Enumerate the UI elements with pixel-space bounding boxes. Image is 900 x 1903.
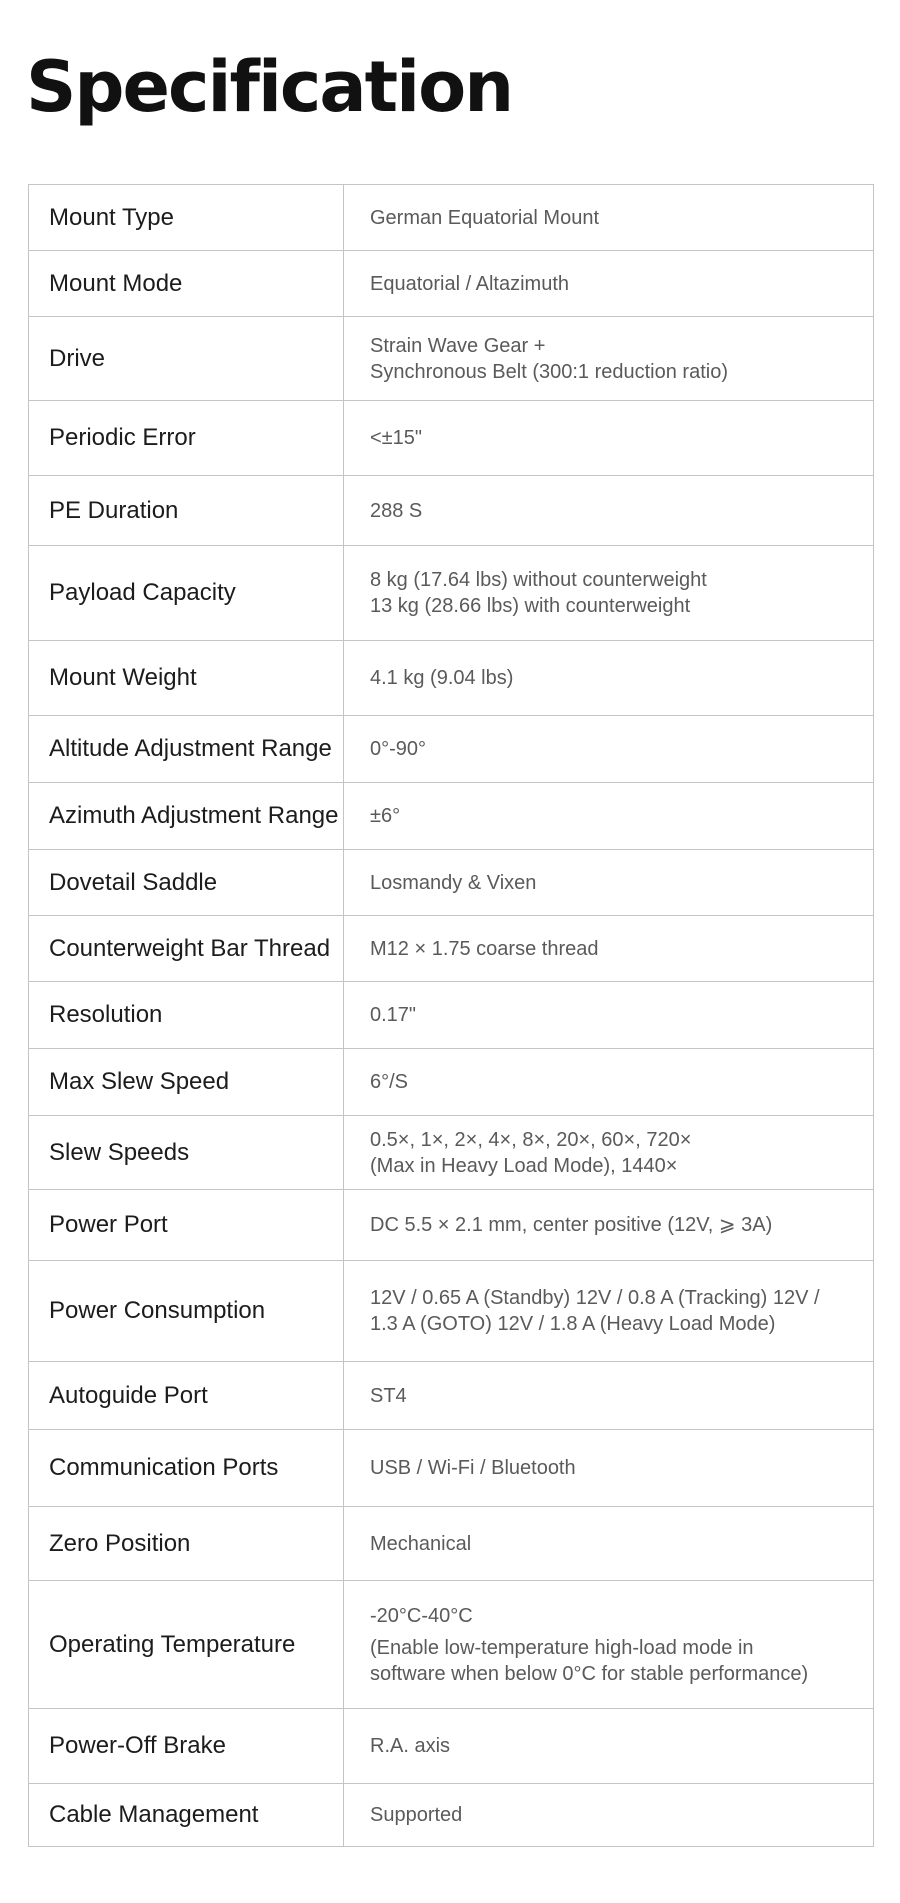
- spec-row: [29, 641, 873, 716]
- spec-value-line: ST4: [370, 1384, 407, 1407]
- spec-note-line: (Enable low-temperature high-load mode in: [370, 1636, 754, 1659]
- spec-value: [344, 916, 873, 981]
- spec-value-line: 0.17": [370, 1004, 417, 1026]
- spec-label: Power-Off Brake: [29, 1709, 344, 1783]
- spec-value-line: Strain Wave Gear +: [370, 334, 546, 357]
- spec-label: Slew Speeds: [29, 1116, 344, 1189]
- spec-label: Autoguide Port: [29, 1362, 344, 1429]
- spec-row: [29, 317, 873, 401]
- spec-value: [344, 1507, 873, 1580]
- spec-row: [29, 251, 873, 317]
- spec-row: [29, 1116, 873, 1190]
- spec-row: [29, 850, 873, 916]
- spec-row: [29, 1784, 873, 1847]
- spec-value: [344, 641, 873, 715]
- spec-value: [344, 476, 873, 545]
- spec-value-line: (Max in Heavy Load Mode), 1440×: [370, 1154, 678, 1177]
- spec-row: [29, 783, 873, 850]
- spec-label: Periodic Error: [29, 401, 344, 475]
- spec-row: [29, 1190, 873, 1261]
- spec-value: [344, 783, 873, 849]
- spec-value: [344, 1116, 873, 1189]
- spec-label: Operating Temperature: [29, 1581, 344, 1708]
- spec-value-line: R.A. axis: [370, 1735, 451, 1757]
- spec-value-line: 288 S: [370, 499, 423, 522]
- spec-row: [29, 1507, 873, 1581]
- spec-value-line: Equatorial / Altazimuth: [370, 272, 569, 295]
- spec-value-line: Supported: [370, 1804, 463, 1826]
- spec-value-line: Losmandy & Vixen: [370, 871, 537, 894]
- spec-note: [370, 1635, 861, 1687]
- spec-row: [29, 546, 873, 641]
- spec-value: [344, 850, 873, 915]
- spec-value-line: USB / Wi-Fi / Bluetooth: [370, 1457, 576, 1479]
- spec-label: Cable Management: [29, 1784, 344, 1846]
- spec-value: [344, 251, 873, 316]
- spec-row: [29, 1362, 873, 1430]
- spec-label: Dovetail Saddle: [29, 850, 344, 915]
- spec-label: Power Port: [29, 1190, 344, 1260]
- spec-value-line: ±6°: [370, 805, 401, 827]
- spec-label: Payload Capacity: [29, 546, 344, 640]
- spec-value-line: DC 5.5 × 2.1 mm, center positive (12V, ⩾ 3A): [370, 1214, 773, 1236]
- spec-value-line: M12 × 1.75 coarse thread: [370, 937, 599, 960]
- spec-value-line: 0.5×, 1×, 2×, 4×, 8×, 20×, 60×, 720×: [370, 1128, 692, 1151]
- spec-row: [29, 716, 873, 783]
- spec-value: [344, 1049, 873, 1115]
- spec-value: [344, 401, 873, 475]
- spec-value: [344, 1581, 873, 1708]
- spec-row: [29, 1581, 873, 1709]
- spec-value-line: 4.1 kg (9.04 lbs): [370, 667, 514, 689]
- spec-label: Azimuth Adjustment Range: [29, 783, 344, 849]
- spec-table: [28, 184, 874, 1847]
- spec-value: [344, 1261, 873, 1361]
- spec-row: [29, 982, 873, 1049]
- spec-value-line: German Equatorial Mount: [370, 206, 600, 229]
- spec-value-line: 0°-90°: [370, 738, 427, 760]
- spec-label: Mount Type: [29, 185, 344, 250]
- page-title: Specification: [26, 46, 513, 128]
- spec-value-line: 8 kg (17.64 lbs) without counterweight: [370, 569, 707, 591]
- spec-label: Mount Weight: [29, 641, 344, 715]
- spec-value: [344, 1784, 873, 1846]
- spec-value: [344, 1430, 873, 1506]
- spec-value-line: 13 kg (28.66 lbs) with counterweight: [370, 595, 691, 617]
- spec-row: [29, 401, 873, 476]
- spec-value-line: Synchronous Belt (300:1 reduction ratio): [370, 360, 728, 383]
- spec-label: Communication Ports: [29, 1430, 344, 1506]
- spec-value: [344, 716, 873, 782]
- spec-label: Power Consumption: [29, 1261, 344, 1361]
- spec-value-line: 6°/S: [370, 1071, 409, 1093]
- spec-label: Altitude Adjustment Range: [29, 716, 344, 782]
- spec-label: Max Slew Speed: [29, 1049, 344, 1115]
- spec-value-line: -20°C-40°C: [370, 1604, 473, 1627]
- spec-value: [344, 185, 873, 250]
- spec-row: [29, 1049, 873, 1116]
- spec-row: [29, 916, 873, 982]
- spec-note-line: software when below 0°C for stable performance): [370, 1662, 809, 1685]
- spec-label: Counterweight Bar Thread: [29, 916, 344, 981]
- spec-value: [344, 1362, 873, 1429]
- spec-label: PE Duration: [29, 476, 344, 545]
- spec-value-line: 1.3 A (GOTO) 12V / 1.8 A (Heavy Load Mode): [370, 1313, 776, 1335]
- spec-value-line: <±15": [370, 427, 423, 449]
- spec-row: [29, 1709, 873, 1784]
- spec-label: Resolution: [29, 982, 344, 1048]
- spec-value-line: 12V / 0.65 A (Standby) 12V / 0.8 A (Tracking) 12V /: [370, 1287, 820, 1309]
- spec-row: [29, 476, 873, 546]
- spec-value: [344, 1709, 873, 1783]
- spec-value-line: Mechanical: [370, 1532, 472, 1555]
- spec-label: Drive: [29, 317, 344, 400]
- spec-value: [344, 982, 873, 1048]
- spec-label: Mount Mode: [29, 251, 344, 316]
- spec-row: [29, 1261, 873, 1362]
- spec-value: [344, 1190, 873, 1260]
- spec-label: Zero Position: [29, 1507, 344, 1580]
- spec-row: [29, 1430, 873, 1507]
- spec-value: [344, 546, 873, 640]
- spec-row: [29, 185, 873, 251]
- spec-value: [344, 317, 873, 400]
